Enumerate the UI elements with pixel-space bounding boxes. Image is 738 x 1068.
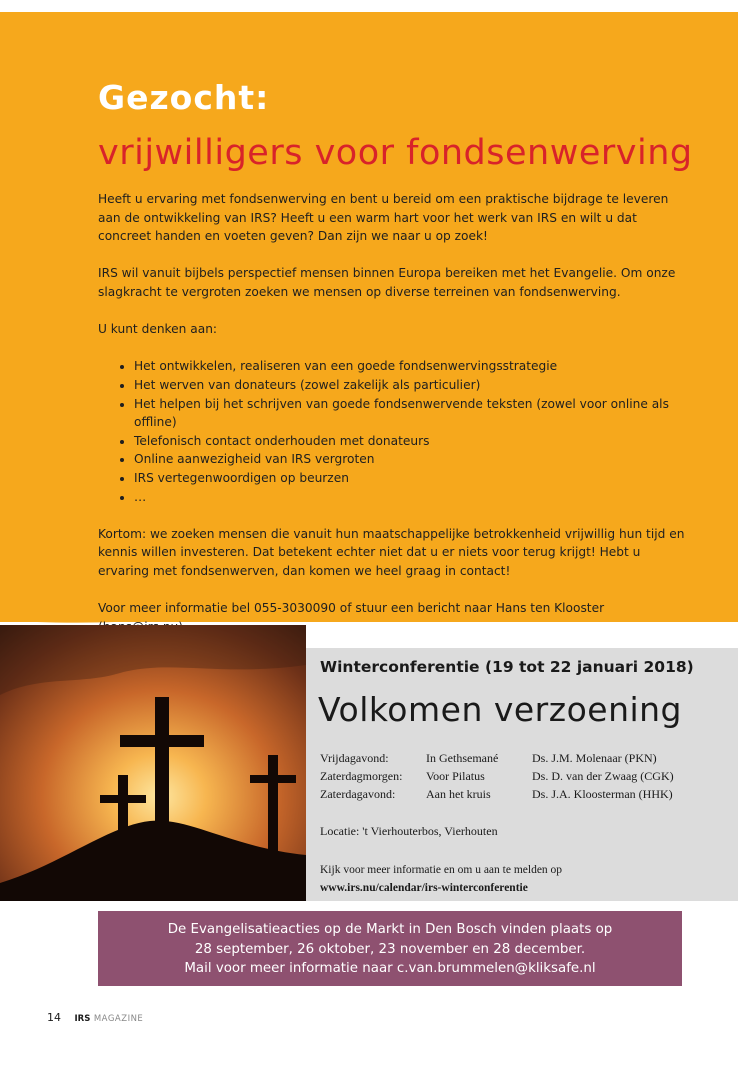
list-item: • IRS vertegenwoordigen op beurzen: [134, 469, 688, 488]
task-list: [98, 357, 688, 506]
schedule-day: Zaterdagavond:: [320, 787, 396, 801]
page-footer: [47, 1011, 143, 1024]
page-title: Gezocht:: [98, 78, 270, 117]
schedule-topic: Voor Pilatus: [426, 769, 485, 783]
schedule-speaker: Ds. D. van der Zwaag (CGK): [532, 769, 674, 783]
page-subtitle: vrijwilligers voor fondsenwerving: [98, 133, 693, 173]
page-number: 14: [47, 1011, 61, 1024]
schedule-row: [320, 785, 730, 803]
article-body: [98, 190, 688, 655]
evangelisation-notice: [98, 911, 682, 986]
schedule-topic: In Gethsemané: [426, 751, 499, 765]
conference-location: Locatie: 't Vierhouterbos, Vierhouten: [320, 824, 498, 838]
list-item: • Het helpen bij het schrijven van goede fondsenwervende teksten (zowel voor online als offline): [134, 395, 688, 432]
conference-heading: Winterconferentie (19 tot 22 januari 2018): [320, 658, 694, 676]
conference-title: Volkomen verzoening: [318, 690, 683, 729]
intro-paragraph: Heeft u ervaring met fondsenwerving en bent u bereid om een praktische bijdrage te leveren aan de ontwikkeling van IRS? Heeft u een warm hart voor het werk van IRS en wilt u dat concreet handen en voeten geven? Dan zijn we naar u op zoek!: [98, 192, 669, 244]
schedule-topic: Aan het kruis: [426, 787, 491, 801]
list-intro: U kunt denken aan:: [98, 322, 218, 337]
list-item: • Het ontwikkelen, realiseren van een goede fondsenwervingsstrategie: [134, 357, 688, 376]
conference-more-info: [320, 861, 562, 897]
magazine-label: MAGAZINE: [93, 1014, 144, 1024]
schedule-row: [320, 749, 730, 767]
schedule-speaker: Ds. J.A. Kloosterman (HHK): [532, 787, 673, 801]
list-item: • Het werven van donateurs (zowel zakelijk als particulier): [134, 376, 688, 395]
conference-info-box: [306, 648, 738, 901]
crosses-sunset-image: [0, 625, 306, 901]
list-item: • Online aanwezigheid van IRS vergroten: [134, 450, 688, 469]
list-item: • …: [134, 488, 688, 507]
list-item: • Telefonisch contact onderhouden met donateurs: [134, 432, 688, 451]
notice-line: De Evangelisatieacties op de Markt in Den Bosch vinden plaats op: [167, 922, 613, 937]
schedule-day: Zaterdagmorgen:: [320, 769, 403, 783]
schedule-speaker: Ds. J.M. Molenaar (PKN): [532, 751, 657, 765]
mission-paragraph: IRS wil vanuit bijbels perspectief mensen binnen Europa bereiken met het Evangelie. Om onze slagkracht te vergroten zoeken we mensen op diverse terreinen van fondsenwerving.: [98, 266, 676, 299]
notice-line: Mail voor meer informatie naar c.van.brummelen@kliksafe.nl: [184, 961, 596, 976]
schedule-day: Vrijdagavond:: [320, 751, 389, 765]
summary-paragraph: Kortom: we zoeken mensen die vanuit hun maatschappelijke betrokkenheid vrijwillig hun tijd en kennis willen investeren. Dat betekent echter niet dat u er niets voor terug krijgt! Hebt u ervaring met fondsenwerven, dan komen we heel graag in contact!: [98, 526, 685, 578]
contact-paragraph: Voor meer informatie bel 055-3030090 of stuur een bericht naar Hans ten Klooster: [98, 601, 605, 616]
brand-logo-text: IRS: [74, 1014, 91, 1024]
notice-line: 28 september, 26 oktober, 23 november en 28 december.: [194, 941, 586, 957]
schedule-row: [320, 767, 730, 785]
more-info-text: Kijk voor meer informatie en om u aan te melden op: [320, 864, 563, 876]
conference-link[interactable]: www.irs.nu/calendar/irs-winterconferentie: [320, 882, 528, 894]
conference-schedule: [320, 749, 730, 803]
